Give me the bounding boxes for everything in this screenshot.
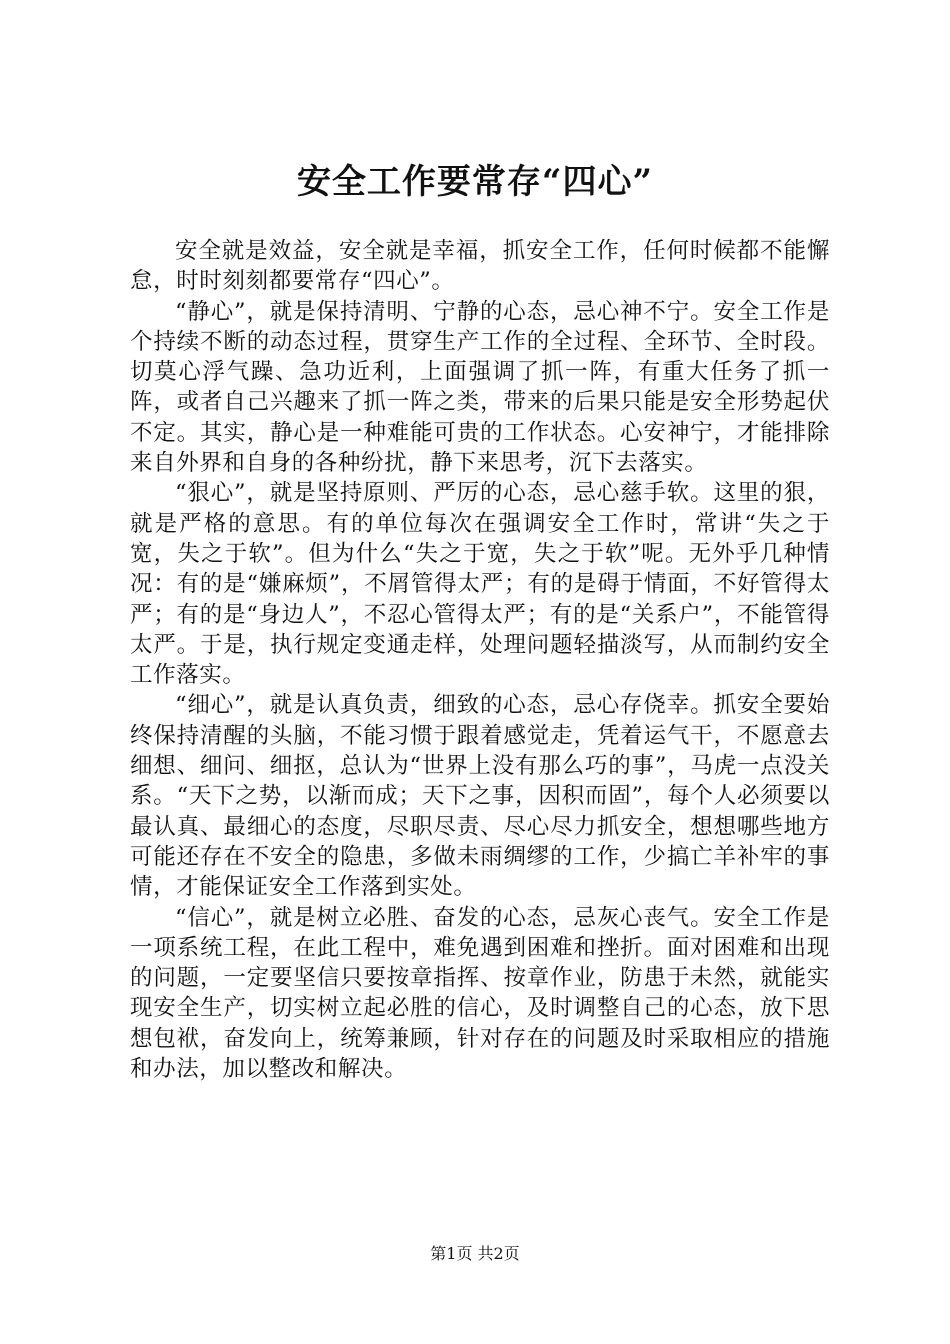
paragraph-xinxin: “信心”，就是树立必胜、奋发的心态，忌灰心丧气。安全工作是一项系统工程，在此工程中，难免遇到困难和挫折。面对困难和出现的问题，一定要坚信只要按章指挥、按章作业，防患于未然，就能实现安全生产，切实树立起必胜的信心，及时调整自己的心态，放下思想包袱，奋发向上，统筹兼顾，针对存在的问题及时采取相应的措施和办法，加以整改和解决。	[130, 904, 830, 1083]
document-body	[130, 236, 830, 1084]
page-number-footer: 第1页 共2页	[430, 1244, 520, 1263]
document-title: 安全工作要常存“四心”	[296, 162, 654, 202]
paragraph-intro: 安全就是效益，安全就是幸福，抓安全工作，任何时候都不能懈怠，时时刻刻都要常存“四心”。	[130, 238, 830, 295]
paragraph-jingxin: “静心”，就是保持清明、宁静的心态，忌心神不宁。安全工作是个持续不断的动态过程，贯穿生产工作的全过程、全环节、全时段。切莫心浮气躁、急功近利，上面强调了抓一阵，有重大任务了抓一阵，或者自己兴趣来了抓一阵之类，带来的后果只能是安全形势起伏不定。其实，静心是一种难能可贵的工作状态。心安神宁，才能排除来自外界和自身的各种纷扰，静下来思考，沉下去落实。	[130, 298, 830, 477]
paragraph-henxin: “狠心”，就是坚持原则、严厉的心态，忌心慈手软。这里的狠，就是严格的意思。有的单位每次在强调安全工作时，常讲“失之于宽，失之于软”。但为什么“失之于宽，失之于软”呢。无外乎几种情况：有的是“嫌麻烦”，不屑管得太严；有的是碍于情面，不好管得太严；有的是“身边人”，不忍心管得太严；有的是“关系户”，不能管得太严。于是，执行规定变通走样，处理问题轻描淡写，从而制约安全工作落实。	[130, 480, 830, 689]
paragraph-xixin: “细心”，就是认真负责，细致的心态，忌心存侥幸。抓安全要始终保持清醒的头脑，不能习惯于跟着感觉走，凭着运气干，不愿意去细想、细问、细抠，总认为“世界上没有那么巧的事”，马虎一点没关系。“天下之势，以渐而成；天下之事，因积而固”，每个人必须要以最认真、最细心的态度，尽职尽责、尽心尽力抓安全，想想哪些地方可能还存在不安全的隐患，多做未雨绸缪的工作，少搞亡羊补牢的事情，才能保证安全工作落到实处。	[130, 692, 830, 901]
